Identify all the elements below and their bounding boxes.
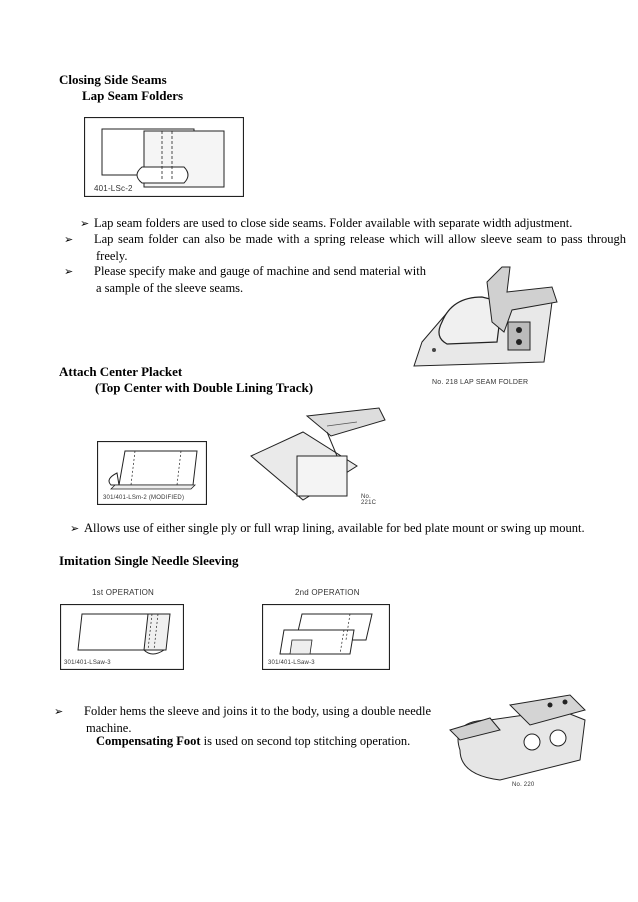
section-subtitle-top-center: (Top Center with Double Lining Track) xyxy=(95,380,314,395)
compensating-foot-label: Compensating Foot xyxy=(96,734,201,748)
op2-title: 2nd OPERATION xyxy=(295,588,360,597)
arrow-bullet-icon: ➢ xyxy=(54,706,64,718)
compensating-foot-rest: is used on second top stitching operation. xyxy=(200,734,411,748)
bullet-2: ➢ Lap seam folder can also be made with a spring release which will allow sleeve seam to pass through freely. xyxy=(64,232,626,263)
op1-figure-label: 301/401-LSaw-3 xyxy=(64,660,111,666)
arrow-bullet-icon: ➢ xyxy=(70,523,80,535)
operation-2-diagram xyxy=(262,604,390,670)
placket-folder-photo xyxy=(247,406,387,506)
compensating-foot-photo xyxy=(440,690,590,790)
photo-caption-no-218: No. 218 LAP SEAM FOLDER xyxy=(432,379,529,386)
arrow-bullet-icon: ➢ xyxy=(64,266,74,278)
bullet-4: ➢ Allows use of either single ply or full wrap lining, available for bed plate mount or swing up mount. xyxy=(70,521,585,535)
bullet-1: ➢ Lap seam folders are used to close side seams. Folder available with separate width adjustment. xyxy=(80,216,573,230)
section-subtitle-lap-seam-folders: Lap Seam Folders xyxy=(82,88,184,103)
arrow-bullet-icon: ➢ xyxy=(80,218,90,230)
compensating-foot-note xyxy=(96,733,436,749)
operation-1-diagram xyxy=(60,604,184,670)
bullet-3: ➢ Please specify make and gauge of machine and send material with a sample of the sleeve seams. xyxy=(64,264,426,295)
section-title-closing-side-seams: Closing Side Seams xyxy=(59,72,167,87)
op2-figure-label: 301/401-LSaw-3 xyxy=(268,660,315,666)
figure-label-401-lsc-2: 401-LSc-2 xyxy=(94,184,133,193)
placket-diagram xyxy=(97,441,207,505)
section-title-attach-center-placket: Attach Center Placket xyxy=(59,364,183,379)
arrow-bullet-icon: ➢ xyxy=(64,234,74,246)
section-title-imitation-single-needle: Imitation Single Needle Sleeving xyxy=(59,553,239,568)
op1-title: 1st OPERATION xyxy=(92,588,155,597)
photo-caption-no-221c: No. 221C xyxy=(361,494,377,506)
figure-label-301-401-lsm-2: 301/401-LSm-2 (MODIFIED) xyxy=(103,495,185,501)
lap-seam-diagram xyxy=(84,117,244,197)
lap-seam-folder-photo xyxy=(412,262,562,370)
bullet-5: ➢ Folder hems the sleeve and joins it to the body, using a double needle machine. xyxy=(54,704,432,735)
photo-caption-no-220: No. 220 xyxy=(512,782,535,788)
